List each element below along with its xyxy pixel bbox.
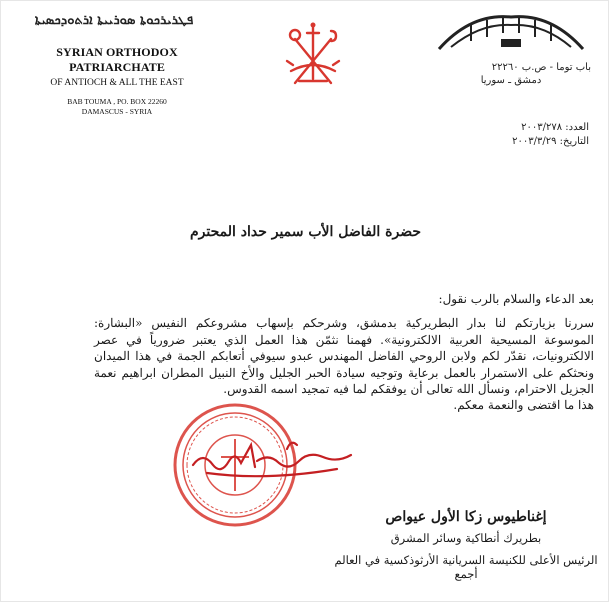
signatory-block	[331, 509, 601, 581]
reference-block	[471, 121, 589, 149]
reference-date: التاريخ: ٢٠٠٣/٣/٢٩	[512, 136, 589, 147]
arabic-letterhead	[431, 11, 591, 86]
reference-number: العدد: ٢٠٠٣/٢٧٨	[521, 122, 589, 133]
letter-body	[94, 291, 594, 414]
arabic-calligraphy-logo-icon	[431, 11, 591, 55]
letterhead-line-2: OF ANTIOCH & ALL THE EAST	[50, 78, 184, 88]
letterhead-address: BAB TOUMA , PO. BOX 22260	[67, 97, 167, 106]
arabic-city: دمشق ـ سوريا	[480, 75, 542, 86]
salutation: حضرة الفاضل الأب سمير حداد المحترم	[189, 224, 422, 240]
signature-icon	[187, 431, 357, 483]
syriac-heading: ܦܛܪܝܪܟܘܬܐ ܣܘܪܝܝܬܐ ܐܪܬܘܕܟܣܝܬܐ	[34, 13, 194, 28]
signatory-name: إغناطيوس زكا الأول عيواص	[385, 509, 547, 525]
closing-line: هذا ما اقتضى والنعمة معكم.	[453, 398, 594, 413]
signatory-title: بطريرك أنطاكية وسائر المشرق	[390, 531, 542, 545]
greeting-line: بعد الدعاء والسلام بالرب نقول:	[438, 292, 594, 306]
body-paragraph: سررنا بزيارتكم لنا بدار البطريركية بدمشق، وشرحكم بإسهاب مشروعكم النفيس «البشارة: الموسوعة المسيحية العربية الالكترونية». فهمنا نثمّن هذا العمل الذي يعتبر ضرورياً في عصر الالكترونيات، نقدّر لكم ولابن الروحي الفاضل المهندس عبدو سيوفي أتعابكم الجمة في هذا الميدان ونحثكم على الاستمرار بالعمل برعاية وتوجيه سيادة الحبر الجليل والأخ النبيل المطران ابراهيم نعمة الجزيل الاحترام، ونسأل الله تعالى أن يوفقكم لما فيه تمجيد اسمه القدوس.	[94, 316, 595, 397]
letterhead-city: DAMASCUS - SYRIA	[81, 107, 153, 116]
letterhead-line-1: SYRIAN ORTHODOX PATRIARCHATE	[56, 45, 178, 74]
english-letterhead	[17, 45, 217, 116]
signatory-subtitle: الرئيس الأعلى للكنيسة السريانية الأرثوذكسية في العالم أجمع	[334, 553, 598, 581]
patriarchal-emblem-icon	[281, 21, 345, 91]
arabic-address: باب توما - ص.ب ٢٢٢٦٠	[491, 62, 591, 73]
